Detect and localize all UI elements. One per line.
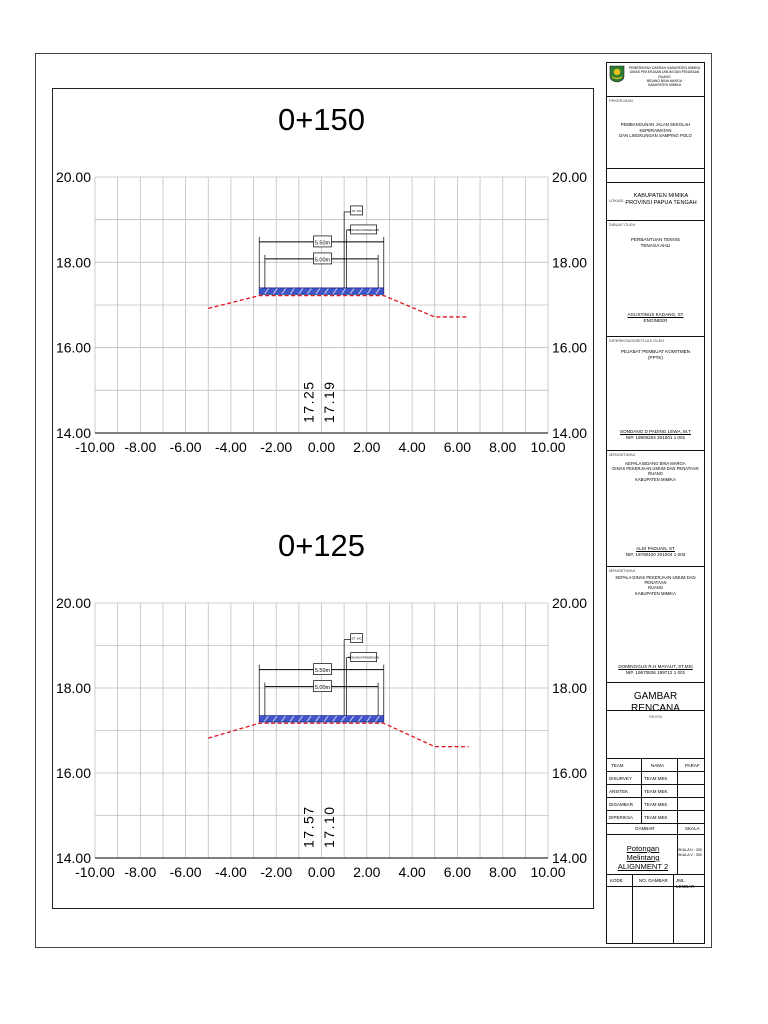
x-tick-label: -4.00: [214, 864, 247, 880]
dibuat-label: DIBUAT OLEH: [609, 222, 636, 227]
dimension-label-inner: 5.00m: [314, 685, 331, 692]
dimension-label-inner: 5.00m: [314, 257, 331, 264]
pavement-layer: [259, 288, 384, 294]
team-cell: ARSITEK: [609, 789, 629, 794]
y-tick-label-right: 16.00: [552, 765, 588, 781]
elevation-label-existing: 17.25: [300, 380, 317, 423]
x-tick-label: 8.00: [489, 864, 517, 880]
team-row: [607, 811, 704, 824]
dimension-label-outer: 5.50m: [314, 240, 331, 247]
kadis-line-3: KABUPATEN MIMIKA: [635, 590, 676, 596]
lokasi-section: [607, 183, 704, 221]
y-tick-label-right: 20.00: [552, 595, 588, 611]
org-line-3: BIDANG BINA MARGA: [646, 78, 683, 83]
dibuat-line-2: TENAGA AHLI: [640, 242, 671, 248]
x-tick-label: -4.00: [214, 439, 247, 455]
diperiksa-line-1: PEJABAT PEMBUAT KOMITMEN: [620, 349, 691, 354]
x-tick-label: 8.00: [489, 439, 517, 455]
drawing-type-section: [607, 683, 704, 714]
x-tick-label: 2.00: [353, 439, 381, 455]
nama-cell: TEAM MEK: [644, 789, 668, 794]
mengetahui-label-2: MENGETAHUI: [609, 568, 636, 573]
kabid-nip: NIP. 19780420 201004 1 003: [625, 551, 686, 557]
chart-title: 0+150: [277, 102, 366, 137]
y-tick-label-right: 14.00: [552, 850, 588, 866]
org-header: [607, 63, 704, 97]
team-cell: DIGAMBAR: [609, 802, 634, 807]
lokasi-line-1: KABUPATEN MIMIKA: [633, 193, 689, 199]
x-tick-label: -10.00: [75, 864, 115, 880]
gambar-row: [607, 835, 704, 875]
x-tick-label: 6.00: [443, 864, 472, 880]
engineer-name: AGUSTINUS KADANG, ST: [627, 312, 684, 317]
y-tick-label-right: 18.00: [552, 254, 588, 271]
skala-h: SKALA H : 300: [678, 848, 702, 852]
flag-label-bottom: RENCANA PERKERASAN: [348, 228, 380, 232]
nama-cell: TEAM MEK: [644, 815, 668, 820]
y-tick-label-left: 18.00: [55, 254, 91, 271]
team-row: [607, 798, 704, 811]
nama-col-header: NAMA: [651, 763, 665, 768]
flag-label-top: ST. WC: [351, 636, 362, 641]
team-header-row: [607, 759, 704, 772]
skala-v: SKALA V : 300: [678, 853, 702, 857]
kabid-line-3: KABUPATEN MIMIKA: [635, 476, 676, 482]
lokasi-line-2: PROVINSI PAPUA TENGAH: [625, 200, 697, 206]
team-row: [607, 772, 704, 785]
kabid-line-1: KEPALA BIDANG BINA MARGA: [625, 461, 686, 466]
revisi-section: [607, 711, 704, 759]
x-tick-label: 0.00: [307, 864, 336, 880]
pekerjaan-line-1: PEMBANGUNAN JALAN SEKOLAH KEPERAWATAN: [620, 122, 691, 133]
x-tick-label: 0.00: [307, 439, 336, 455]
regency-logo-icon: [609, 65, 625, 83]
y-tick-label-right: 20.00: [552, 169, 588, 185]
org-line-2: DINAS PEKERJAAN UMUM DAN PENATAAN RUANG: [629, 70, 700, 79]
no-gambar-header: NO. GAMBAR: [639, 878, 668, 883]
kadis-name: DOMINGGUS R.H MAYAUT, ST.MSi: [618, 664, 693, 669]
elevation-label-design: 17.19: [320, 380, 337, 423]
x-tick-label: -8.00: [124, 864, 157, 880]
skala-label: SKALA: [685, 826, 700, 831]
y-tick-label-right: 14.00: [552, 425, 588, 441]
spacer-row: [607, 169, 704, 183]
title-block: [606, 62, 705, 944]
org-line-4: KABUPATEN MIMIKA: [647, 83, 682, 88]
kabid-line-2: DINAS PEKERJAAN UMUM DAN PENATAAN RUANG: [612, 466, 699, 477]
drawing-type: GAMBAR RENCANA: [631, 691, 680, 714]
dimension-label-outer: 5.50m: [314, 668, 331, 675]
dibuat-section: [607, 221, 704, 337]
kadis-nip: NIP. 19670826 199712 1 001: [625, 669, 686, 675]
pekerjaan-label: PEKERJAAN: [609, 98, 633, 103]
footer-value-row: [607, 887, 704, 943]
chart-title: 0+125: [277, 528, 366, 563]
diperiksa-line-2: (PPTK): [647, 354, 664, 360]
gambar-title-1: Potongan Melintang: [626, 844, 660, 862]
nama-cell: TEAM MEK: [644, 802, 668, 807]
pavement-layer: [259, 716, 384, 722]
x-tick-label: -6.00: [169, 439, 202, 455]
y-tick-label-left: 20.00: [55, 595, 91, 611]
gambar-title-2: ALIGNMENT 2: [617, 862, 669, 871]
y-tick-label-left: 20.00: [55, 169, 91, 185]
kadis-line-1: KEPALA DINAS PEKERJAAN UMUM DAN PENATAAN: [615, 575, 696, 586]
ground-line: [208, 296, 468, 317]
ground-line: [208, 723, 468, 746]
x-tick-label: 2.00: [353, 864, 381, 880]
x-tick-label: -6.00: [169, 864, 202, 880]
mengetahui-label-1: MENGETAHUI: [609, 452, 636, 457]
cross-section-chart: [56, 102, 587, 455]
y-tick-label-left: 18.00: [55, 680, 91, 696]
team-cell: DISURVEY: [609, 776, 632, 781]
x-tick-label: -8.00: [124, 439, 157, 455]
paraf-col-header: PARAF: [685, 763, 700, 768]
revisi-label: REVISI: [648, 714, 663, 719]
nama-cell: TEAM MEK: [644, 776, 668, 781]
engineer-role: ENGINEER: [643, 317, 668, 323]
x-tick-label: 4.00: [398, 864, 426, 880]
x-tick-label: 4.00: [398, 439, 426, 455]
cross-section-chart: [56, 528, 587, 880]
team-cell: DIPERIKSA: [609, 815, 634, 820]
y-tick-label-right: 18.00: [552, 680, 588, 696]
org-line-1: PEMERINTAH DAERAH KABUPATEN MIMIKA: [628, 66, 701, 70]
lokasi-label: LOKASI: [609, 198, 624, 203]
ppk-nip: NIP. 19900204 201001 1 001: [625, 434, 686, 440]
flag-label-top: ST. WC: [351, 208, 362, 213]
y-tick-label-left: 16.00: [55, 765, 91, 781]
elevation-label-design: 17.10: [320, 805, 337, 848]
y-tick-label-left: 14.00: [55, 850, 91, 866]
kadis-line-2: RUANG: [647, 585, 664, 591]
ppk-name: SONDANG D PADING LEWA, M.T: [620, 429, 691, 434]
mengetahui-kabid-section: [607, 451, 704, 567]
y-tick-label-right: 16.00: [552, 339, 588, 356]
x-tick-label: 10.00: [530, 864, 566, 880]
mengetahui-kadis-section: [607, 567, 704, 683]
y-tick-label-left: 16.00: [55, 339, 91, 356]
elevation-label-existing: 17.57: [300, 805, 317, 848]
dibuat-line-1: PERBANTUAN TEKNIS: [630, 237, 681, 242]
kode-header: KODE: [610, 878, 623, 883]
gambar-label: GAMBAR: [635, 826, 655, 831]
pekerjaan-line-2: DAN LINGKUNGAN SAMPING POLO: [619, 133, 692, 138]
gambar-header-row: [607, 824, 704, 835]
team-row: [607, 785, 704, 798]
diperiksa-label: DIPERIKSA/DISETUJUI OLEH: [609, 338, 665, 343]
flag-label-bottom: RENCANA PERKERASAN: [348, 656, 380, 660]
kabid-name: ALDI PADUAN, ST: [636, 546, 675, 551]
x-tick-label: -2.00: [260, 864, 293, 880]
y-tick-label-left: 14.00: [55, 425, 91, 441]
footer-header-row: [607, 875, 704, 887]
jml-lembar-header: JML. LEMBAR: [676, 878, 695, 889]
x-tick-label: 10.00: [530, 439, 566, 455]
x-tick-label: -2.00: [260, 439, 293, 455]
x-tick-label: 6.00: [443, 439, 472, 455]
team-col-header: TEAM: [611, 763, 624, 768]
diperiksa-section: [607, 337, 704, 451]
pekerjaan-section: [607, 97, 704, 169]
x-tick-label: -10.00: [75, 439, 115, 455]
